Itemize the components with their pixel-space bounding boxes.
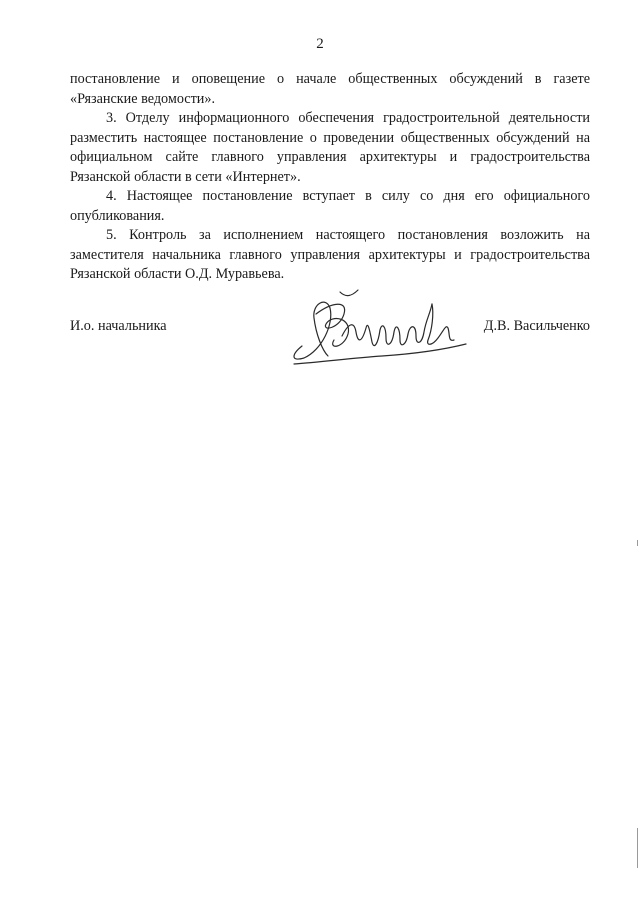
handwritten-signature (282, 284, 472, 374)
paragraph-2: 3. Отделу информационного обеспечения градостроительной деятельности разместить настоящее постановление о проведении общественных обсуждений на официальном сайте главного управления архитектуры и градостроительства Рязанской области в сети «Интернет». (70, 110, 590, 185)
document-body (70, 70, 590, 285)
paragraph-1: постановление и оповещение о начале общественных обсуждений в газете «Рязанские ведомости». (70, 71, 590, 107)
page-number: 2 (316, 36, 324, 52)
scan-edge-mark (637, 540, 638, 546)
scan-edge-mark (637, 828, 638, 868)
paragraph-4: 5. Контроль за исполнением настоящего постановления возложить на заместителя начальника главного управления архитектуры и градостроительства Рязанской области О.Д. Муравьева. (70, 227, 590, 282)
signatory-name: Д.В. Васильченко (483, 318, 590, 334)
paragraph-3: 4. Настоящее постановление вступает в силу со дня его официального опубликования. (70, 188, 590, 224)
signatory-position: И.о. начальника (70, 318, 167, 334)
signature-block (70, 284, 590, 374)
